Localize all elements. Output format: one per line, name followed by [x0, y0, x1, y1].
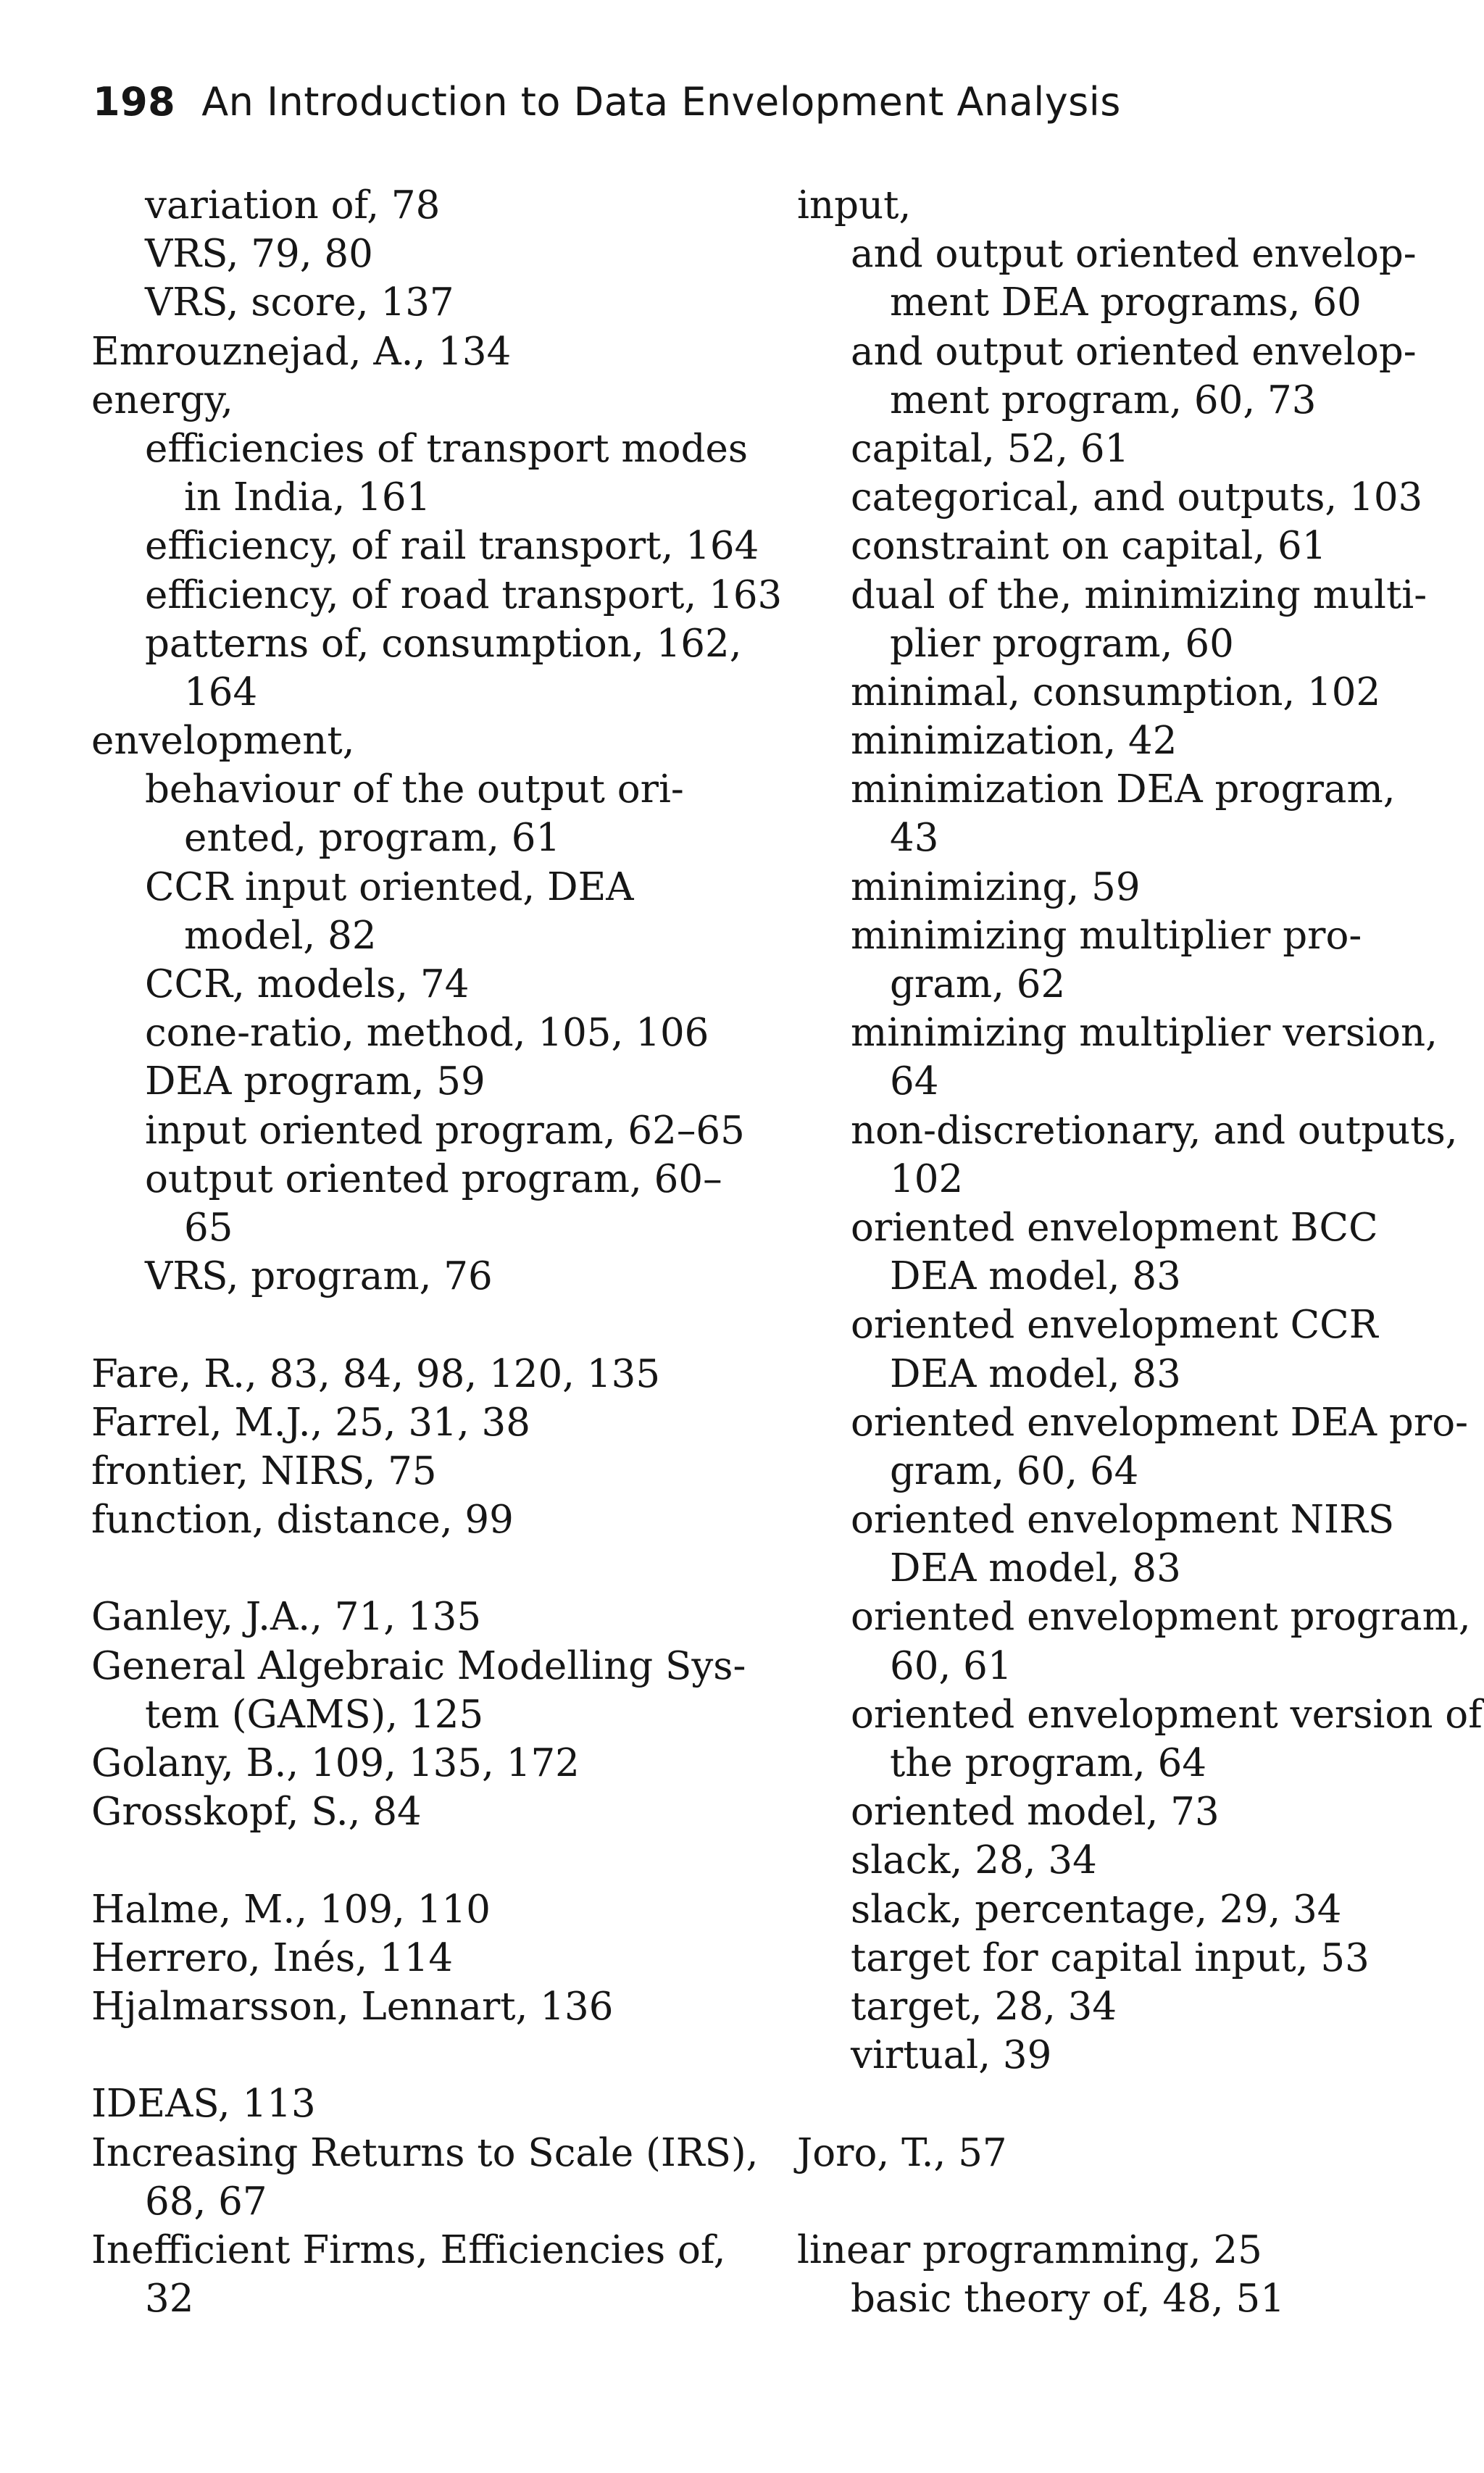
index-entry: Increasing Returns to Scale (IRS),	[91, 2130, 759, 2175]
index-subentry: target, 28, 34	[851, 1984, 1117, 2029]
index-subentry: and output oriented envelop-	[851, 232, 1417, 277]
index-subentry: CCR input oriented, DEA	[145, 864, 634, 909]
index-entry: Emrouznejad, A., 134	[91, 329, 512, 374]
section-gap	[91, 1836, 693, 1885]
index-subentry: minimization DEA program,	[851, 767, 1396, 812]
index-subentry: oriented envelopment program,	[851, 1595, 1471, 1640]
index-subentry: categorical, and outputs, 103	[851, 475, 1423, 520]
index-subentry: behaviour of the output ori-	[145, 767, 684, 812]
index-subentry: target for capital input, 53	[851, 1935, 1370, 1980]
index-entry: linear programming, 25	[797, 2227, 1262, 2272]
index-subentry: minimizing, 59	[851, 864, 1141, 909]
index-entry: energy,	[91, 378, 233, 422]
index-subentry: plier program, 60	[890, 621, 1234, 666]
index-subentry: minimal, consumption, 102	[851, 670, 1381, 714]
section-gap	[91, 2031, 693, 2080]
index-entry: envelopment,	[91, 719, 355, 764]
section-gap	[797, 2080, 1398, 2128]
index-subentry: input oriented program, 62–65	[145, 1108, 745, 1153]
index-entry: Hjalmarsson, Lennart, 136	[91, 1984, 614, 2029]
index-subentry: gram, 60, 64	[890, 1448, 1139, 1493]
index-subentry: DEA program, 59	[145, 1059, 485, 1104]
index-subentry: VRS, program, 76	[145, 1254, 493, 1299]
index-subentry: 65	[184, 1205, 233, 1250]
index-subentry: CCR, models, 74	[145, 962, 470, 1006]
index-entry: IDEAS, 113	[91, 2082, 316, 2127]
running-head	[93, 72, 1121, 130]
index-entry: Ganley, J.A., 71, 135	[91, 1595, 482, 1640]
index-subentry: constraint on capital, 61	[851, 524, 1327, 569]
index-entry: Inefficient Firms, Efficiencies of,	[91, 2227, 726, 2272]
index-subentry: DEA model, 83	[890, 1546, 1181, 1591]
index-entry: General Algebraic Modelling Sys-	[91, 1643, 746, 1688]
index-subentry: 102	[890, 1156, 964, 1201]
index-subentry: VRS, score, 137	[145, 280, 454, 325]
index-subentry: oriented model, 73	[851, 1790, 1220, 1835]
index-entry: Golany, B., 109, 135, 172	[91, 1741, 580, 1785]
index-subentry: efficiency, of rail transport, 164	[145, 524, 759, 569]
index-subentry: DEA model, 83	[890, 1254, 1181, 1299]
index-subentry: DEA model, 83	[890, 1351, 1181, 1396]
index-subentry: non-discretionary, and outputs,	[851, 1108, 1458, 1153]
index-entry: Herrero, Inés, 114	[91, 1935, 454, 1980]
index-subentry: slack, percentage, 29, 34	[851, 1887, 1342, 1932]
index-subentry: patterns of, consumption, 162,	[145, 621, 742, 666]
index-subentry: gram, 62	[890, 962, 1066, 1006]
index-subentry: 164	[184, 670, 258, 714]
book-title: An Introduction to Data Envelopment Analysis	[201, 78, 1121, 125]
index-subentry: ment DEA programs, 60	[890, 280, 1362, 325]
index-subentry: and output oriented envelop-	[851, 329, 1417, 374]
index-subentry: ented, program, 61	[184, 816, 561, 861]
index-subentry: minimization, 42	[851, 719, 1177, 764]
index-subentry: oriented envelopment DEA pro-	[851, 1400, 1469, 1445]
index-subentry: oriented envelopment BCC	[851, 1205, 1378, 1250]
index-subentry: oriented envelopment version of	[851, 1692, 1483, 1737]
index-column-left	[91, 181, 783, 2323]
index-entry: Joro, T., 57	[797, 2130, 1007, 2175]
index-subentry: the program, 64	[890, 1741, 1207, 1785]
index-subentry: efficiency, of road transport, 163	[145, 572, 783, 617]
index-subentry: slack, 28, 34	[851, 1838, 1097, 1883]
index-subentry: variation of, 78	[145, 183, 441, 228]
index-subentry: 60, 61	[890, 1643, 1012, 1688]
section-gap	[91, 1301, 693, 1349]
index-entry: Farrel, M.J., 25, 31, 38	[91, 1400, 530, 1445]
index-column-right	[797, 181, 1483, 2323]
index-subentry: in India, 161	[184, 475, 431, 520]
section-gap	[91, 1544, 693, 1593]
index-entry: frontier, NIRS, 75	[91, 1448, 437, 1493]
index-subentry: basic theory of, 48, 51	[851, 2277, 1285, 2322]
index-subentry: capital, 52, 61	[851, 426, 1130, 471]
index-subentry: 32	[145, 2277, 194, 2322]
index-subentry: VRS, 79, 80	[145, 232, 373, 277]
index-entry: Fare, R., 83, 84, 98, 120, 135	[91, 1351, 661, 1396]
index-entry: function, distance, 99	[91, 1498, 514, 1543]
index-subentry: minimizing multiplier version,	[851, 1011, 1438, 1056]
index-entry: Grosskopf, S., 84	[91, 1790, 422, 1835]
index-subentry: tem (GAMS), 125	[145, 1692, 484, 1737]
index-subentry: 68, 67	[145, 2179, 267, 2224]
index-subentry: virtual, 39	[851, 2033, 1052, 2078]
index-subentry: output oriented program, 60–	[145, 1156, 722, 1201]
index-entry: Halme, M., 109, 110	[91, 1887, 491, 1932]
index-subentry: model, 82	[184, 913, 377, 958]
section-gap	[797, 2177, 1398, 2226]
index-subentry: cone-ratio, method, 105, 106	[145, 1011, 709, 1056]
index-subentry: dual of the, minimizing multi-	[851, 572, 1427, 617]
index-subentry: ment program, 60, 73	[890, 378, 1317, 422]
index-subentry: oriented envelopment NIRS	[851, 1498, 1395, 1543]
index-subentry: oriented envelopment CCR	[851, 1303, 1378, 1348]
index-subentry: 64	[890, 1059, 939, 1104]
index-subentry: efficiencies of transport modes	[145, 426, 749, 471]
index-entry: input,	[797, 183, 912, 228]
index-subentry: minimizing multiplier pro-	[851, 913, 1362, 958]
page-number: 198	[93, 78, 176, 125]
index-subentry: 43	[890, 816, 939, 861]
